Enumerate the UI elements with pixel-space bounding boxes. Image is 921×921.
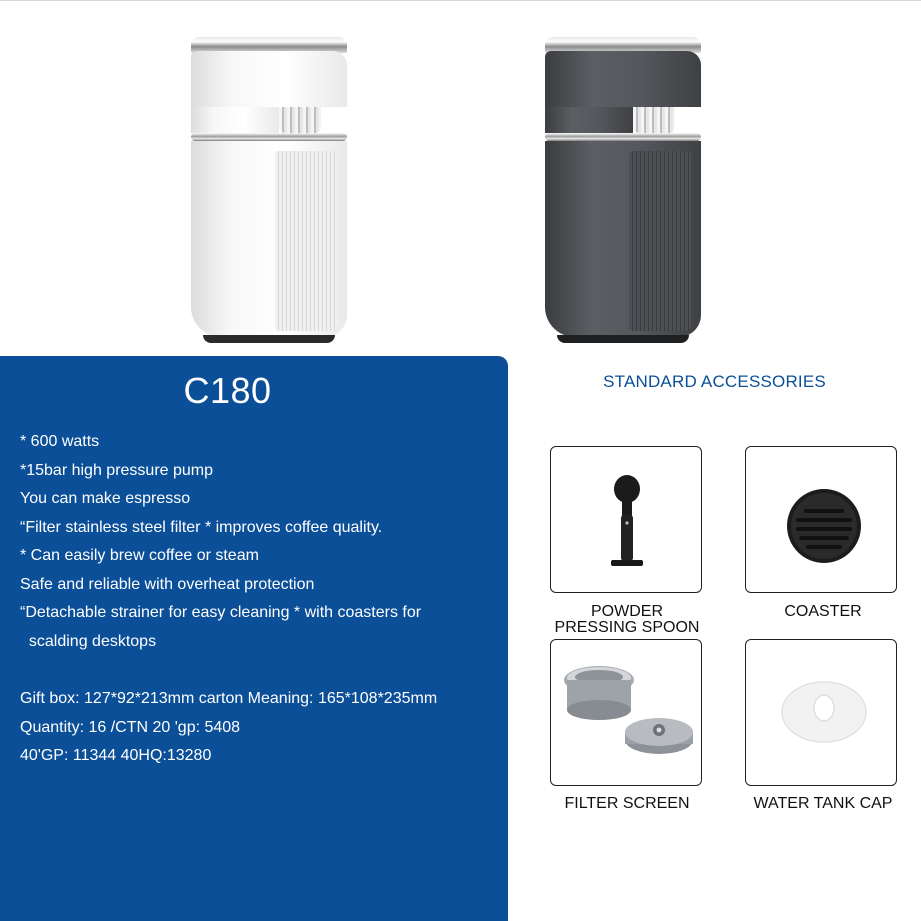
accessory-label-spoon-2: PRESSING SPOON	[554, 619, 700, 636]
accessory-card-filter	[550, 639, 702, 786]
water-tank-cap-icon	[746, 640, 897, 786]
accessory-label-filter: FILTER SCREEN	[564, 795, 690, 812]
packing-line: Quantity: 16 /CTN 20 'gp: 5408	[20, 719, 241, 736]
product-image-dark	[545, 37, 701, 343]
machine-head	[545, 51, 701, 107]
product-image-white	[191, 37, 347, 343]
feature-line: * 600 watts	[20, 433, 100, 450]
chrome-ring	[545, 133, 701, 141]
top-divider	[0, 0, 921, 1]
spec-panel	[0, 356, 508, 921]
feature-line: * Can easily brew coffee or steam	[20, 547, 259, 564]
accessory-label-cap: WATER TANK CAP	[753, 795, 893, 812]
machine-neck	[191, 107, 279, 133]
accessory-label-spoon: POWDER	[591, 603, 663, 620]
accessory-card-spoon	[550, 446, 702, 593]
machine-base	[557, 335, 689, 343]
accessory-label-coaster: COASTER	[784, 603, 862, 620]
coaster-icon	[746, 447, 897, 593]
spoon-icon	[551, 447, 702, 593]
feature-line: “Detachable strainer for easy cleaning * with coasters for	[20, 604, 422, 621]
brew-head	[633, 107, 675, 133]
brew-head	[279, 107, 321, 133]
accessories-title: STANDARD ACCESSORIES	[603, 372, 826, 391]
feature-line: *15bar high pressure pump	[20, 462, 214, 479]
accessory-card-coaster	[745, 446, 897, 593]
machine-head	[191, 51, 347, 107]
chrome-ring	[191, 133, 347, 141]
side-grille	[629, 151, 691, 331]
feature-line: Safe and reliable with overheat protection	[20, 576, 315, 593]
machine-neck	[545, 107, 633, 133]
machine-base	[203, 335, 335, 343]
packing-line: Gift box: 127*92*213mm carton Meaning: 165*108*235mm	[20, 690, 438, 707]
filter-screen-icon	[551, 640, 702, 786]
accessory-card-cap	[745, 639, 897, 786]
feature-line: scalding desktops	[20, 633, 157, 650]
model-title: C180	[183, 370, 272, 411]
feature-line: “Filter stainless steel filter * improves coffee quality.	[20, 519, 383, 536]
packing-line: 40'GP: 11344 40HQ:13280	[20, 747, 212, 764]
side-grille	[275, 151, 337, 331]
feature-line: You can make espresso	[20, 490, 191, 507]
